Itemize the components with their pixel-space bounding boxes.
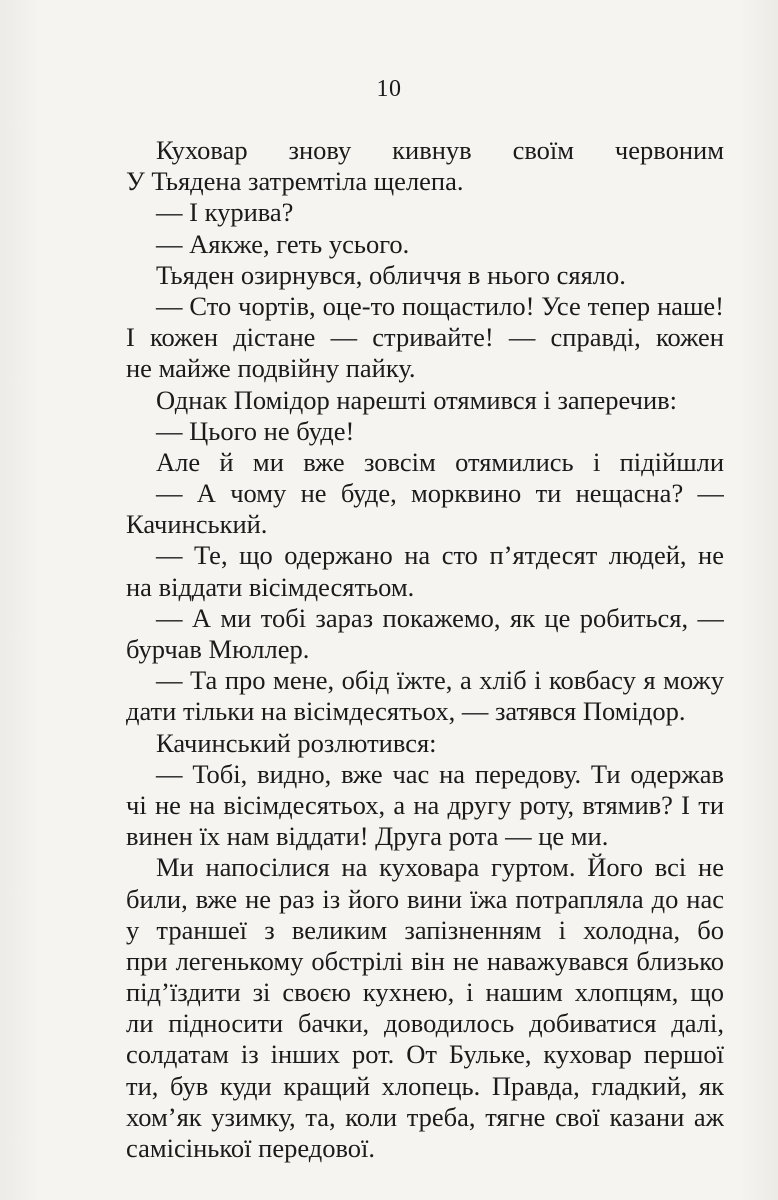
text-line: Куховар знову кивнув своїм червоним xyxy=(156,135,724,165)
text-line: під’їздити зі своєю кухнею, і нашим хлопцям, що xyxy=(126,977,724,1008)
text-line: Качинський. xyxy=(126,509,268,540)
text-line: — Цього не буде! xyxy=(156,415,355,446)
text-line: — Та про мене, обід їжте, а хліб і ковбасу я можу xyxy=(156,665,724,696)
text-line: дати тільки на вісімдесятьох, — затявся Помідор. xyxy=(126,696,686,727)
text-line: — А ми тобі зараз покажемо, як це робиться, — xyxy=(156,602,724,633)
text-line: — Те, що одержано на сто п’ятдесят людей, не xyxy=(156,540,724,571)
text-line: — І курива? xyxy=(156,197,294,228)
text-line: У Тьядена затремтіла щелепа. xyxy=(126,166,464,197)
text-line: — А чому не буде, морквино ти нещасна? — xyxy=(156,478,724,509)
text-line: били, вже не раз із його вини їжа потрапляла до нас xyxy=(126,883,724,914)
text-line: хом’як узимку, та, коли треба, тягне свої казани аж xyxy=(126,1101,724,1132)
text-line: Качинський розлютився: xyxy=(156,727,437,758)
text-line: Ми напосілися на куховара гуртом. Його всі не xyxy=(156,852,724,883)
text-line: у траншеї з великим запізненням і холодна, бо xyxy=(126,914,724,945)
text-line: бурчав Мюллер. xyxy=(126,634,310,664)
text-line: винен їх нам віддати! Друга рота — це ми. xyxy=(126,821,609,852)
text-line: ти, був куди кращий хлопець. Правда, гладкий, як xyxy=(126,1070,724,1101)
text-line: при легенькому обстрілі він не наважувався близько xyxy=(126,945,724,976)
body-text xyxy=(126,135,724,1164)
text-line: не майже подвійну пайку. xyxy=(126,353,416,384)
page-number: 10 xyxy=(376,76,402,102)
text-line: Але й ми вже зовсім отямились і підійшли xyxy=(156,446,724,477)
text-line: І кожен дістане — стривайте! — справді, кожен xyxy=(126,322,724,353)
text-line: чі не на вісімдесятьох, а на другу роту, втямив? І ти xyxy=(126,789,724,820)
text-line: — Аякже, геть усього. xyxy=(156,228,410,259)
text-line: на віддати вісімдесятьом. xyxy=(126,571,415,602)
text-line: самісінької передової. xyxy=(126,1133,376,1163)
text-line: ли підносити бачки, доводилось добиватися далі, xyxy=(126,1008,724,1039)
text-line: солдатам із інших рот. От Бульке, куховар першої xyxy=(126,1039,724,1070)
text-line: Однак Помідор нарешті отямився і заперечив: xyxy=(156,384,678,415)
text-line: Тьяден озирнувся, обличчя в нього сяяло. xyxy=(156,259,626,290)
text-line: — Сто чортів, оце-то пощастило! Усе тепер наше! xyxy=(156,290,724,321)
text-line: — Тобі, видно, вже час на передову. Ти одержав xyxy=(156,758,724,789)
